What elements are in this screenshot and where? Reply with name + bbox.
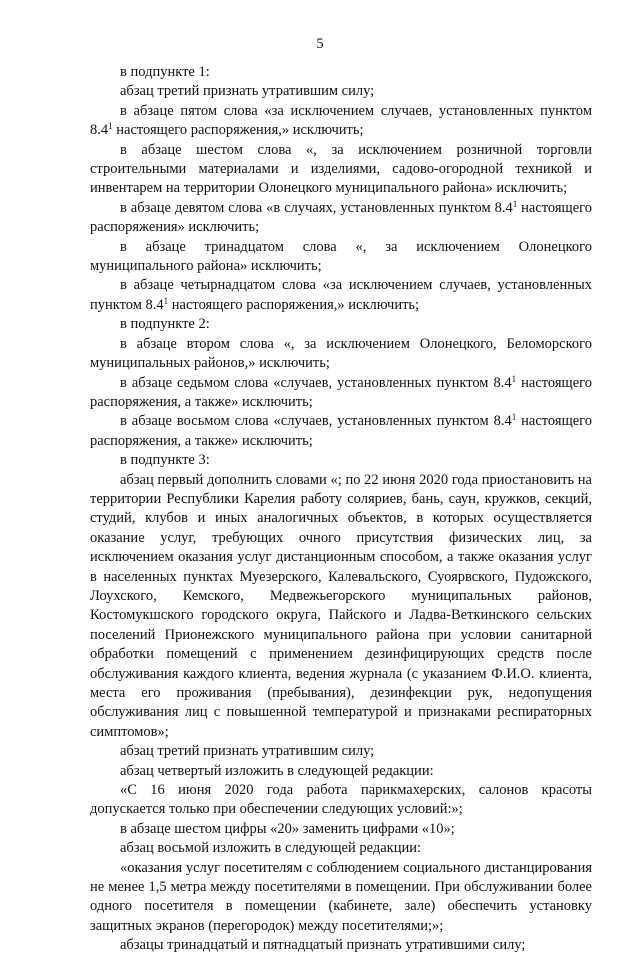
paragraph: в абзаце четырнадцатом слова «за исключением случаев, установленных пунктом $8.4^1$ настоящего распоряжения,» исключить; (90, 277, 592, 313)
paragraph: абзац четвертый изложить в следующей редакции: (120, 762, 434, 779)
paragraph: в абзаце восьмом слова «случаев, установленных пунктом $8.4^1$ настоящего распоряжения, а также» исключить; (90, 412, 593, 449)
paragraph: абзац третий признать утратившим силу; (120, 743, 375, 760)
paragraph: в подпунктe 2: (120, 316, 210, 333)
paragraph: абзац восьмой изложить в следующей редакции: (120, 840, 422, 857)
superscript: 1 (511, 412, 517, 423)
paragraph: «С 16 июня 2020 года работа парикмахерских, салонов красоты допускается только при обеспечении следующих условий:»; (90, 782, 592, 818)
page-number: 5 (316, 36, 324, 52)
superscript: 1 (512, 198, 518, 209)
document-body (90, 63, 592, 956)
paragraph: в абзаце втором слова «, за исключением Олонецкого, Беломорского муниципальных районов,» исключить; (90, 335, 592, 372)
paragraph: в абзаце шестом слова «, за исключением розничной торговли строительными материалами и изделиями, садово-огородной техникой и инвентарем на территории Олонецкого муниципального района» исключить; (90, 141, 592, 197)
paragraph: в подпунктe 1: (120, 64, 210, 80)
paragraph: в абзаце седьмом слова «случаев, установленных пунктом $8.4^1$ настоящего распоряжения, а также» исключить; (90, 373, 592, 410)
paragraph: в абзаце пятом слова «за исключением случаев, установленных пунктом $8.4^1$ настоящего распоряжения,» исключить; (90, 102, 592, 139)
paragraph: в абзаце шестом цифры «20» заменить цифрами «10»; (120, 820, 455, 837)
paragraph: абзац третий признать утратившим силу; (120, 83, 375, 100)
superscript: 1 (108, 121, 113, 132)
superscript: 1 (511, 373, 517, 384)
paragraph: «оказания услуг посетителям с соблюдением социального дистанцирования не менее 1,5 метра между посетителями в помещении. При обслуживании более одного посетителя в помещении (кабинете, зале) обеспечить установку защитных экранов (перегородок) между посетителями;»; (90, 859, 592, 934)
paragraph: в подпунктe 3: (120, 452, 210, 469)
paragraph: в абзаце девятом слова «в случаях, установленных пунктом $8.4^1$ настоящего распоряжения» исключить; (90, 198, 592, 236)
paragraph: абзац первый дополнить словами «; по 22 июня 2020 года приостановить на территории Республики Карелия работу соляриев, бань, саун, кружков, секций, студий, клубов и иных аналогичных объектов, в которых осуществляется оказание услуг, требующих очного присутствия физических лиц, за исключением оказания услуг дистанционным способом, а также оказания услуг в населенных пунктах Муезерского, Калевальского, Суоярвского, Пудожского, Лоухского, Кемского, Медвежьегорского муниципальных районов, Костомукшского городского округа, Пайского и Ладва-Веткинского сельских поселений Прионежского муниципального района при условии санитарной обработки помещений с применением дезинфицирующих средств после обслуживания каждого клиента, ведения журнала (с указанием Ф.И.О. клиента, места его проживания (пребывания), дезинфекции рук, недопущения обслуживания лиц с повышенной температурой и признаками респираторных симптомов»; (90, 471, 592, 740)
superscript: 1 (163, 295, 169, 306)
paragraph: абзацы тринадцатый и пятнадцатый признать утратившими силу; (120, 937, 526, 954)
paragraph: в абзаце тринадцатом слова «, за исключением Олонецкого муниципального района» исключить; (90, 238, 592, 275)
